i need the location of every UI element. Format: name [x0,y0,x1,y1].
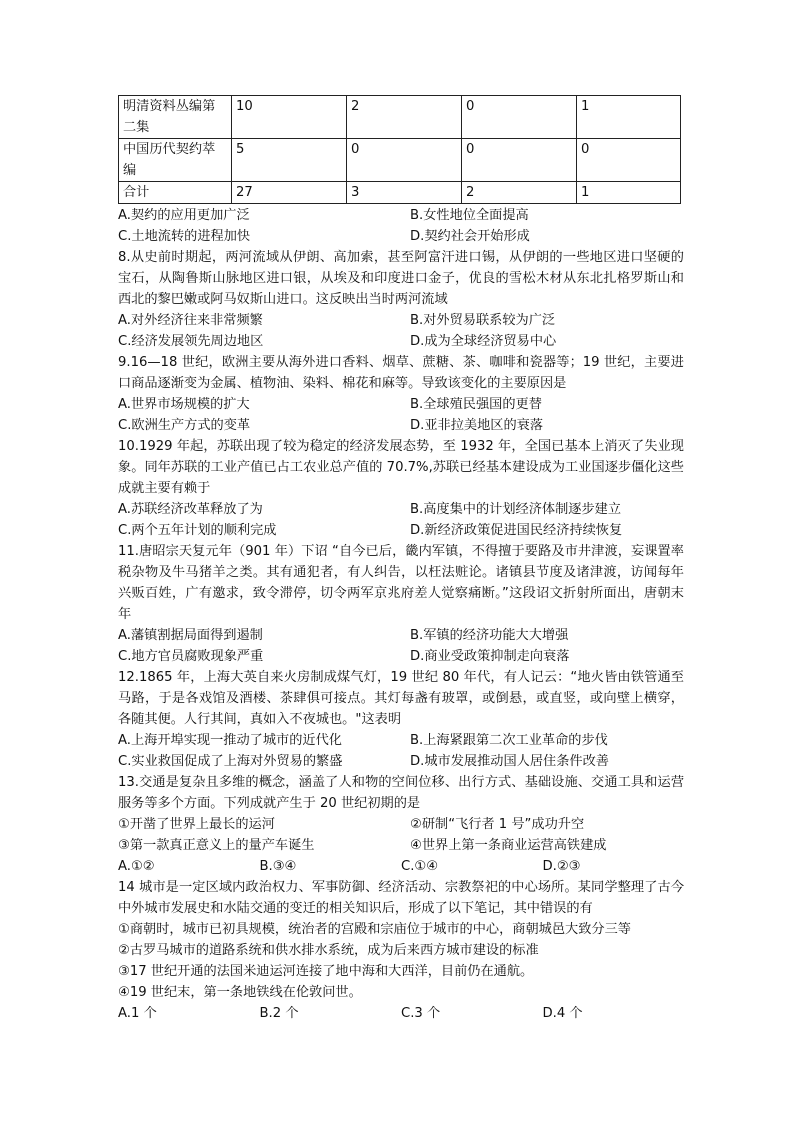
table-cell: 5 [232,139,347,182]
q7-option-b[interactable]: B.女性地位全面提高 [410,208,529,223]
table-cell: 2 [347,96,462,139]
q10-option-d[interactable]: D.新经济政策促进国民经济持续恢复 [410,523,623,538]
q8-option-a[interactable]: A.对外经济往来非常频繁 [118,313,263,328]
q11-option-a[interactable]: A.藩镇割据局面得到遏制 [118,628,263,643]
q14-option-d[interactable]: D.4 个 [542,1006,583,1021]
q7-option-c[interactable]: C.土地流转的进程加快 [118,229,251,244]
q10-option-a[interactable]: A.苏联经济改革释放了为 [118,502,263,517]
q13-items-row-2 [118,835,684,856]
q14-options-row [118,1003,684,1024]
q8-options-row-2 [118,331,684,352]
q8-option-b[interactable]: B.对外贸易联系较为广泛 [410,313,556,328]
q12-options-row-2 [118,751,684,772]
q9-option-b[interactable]: B.全球殖民强国的更替 [410,397,542,412]
q13-item-1: ①开凿了世界上最长的运河 [118,817,275,832]
q11-option-c[interactable]: C.地方官员腐败现象严重 [118,649,264,664]
q14-item-4: ④19 世纪末，第一条地铁线在伦敦问世。 [118,985,362,1000]
q12-option-a[interactable]: A.上海开埠实现一推动了城市的近代化 [118,733,342,748]
q13-item-2: ②研制“飞行者 1 号”成功升空 [410,817,585,832]
q7-options-row-2 [118,226,684,247]
q13-option-c[interactable]: C.①④ [401,859,439,874]
q14-option-c[interactable]: C.3 个 [401,1006,441,1021]
q13-option-d[interactable]: D.②③ [542,859,581,874]
q14-item-3: ③17 世纪开通的法国米迪运河连接了地中海和大西洋，目前仍在通航。 [118,964,534,979]
q13-items-row-1 [118,814,684,835]
q10-options-row-2 [118,520,684,541]
q13-item-3: ③第一款真正意义上的量产车诞生 [118,838,315,853]
table-cell: 明清资料丛编第二集 [119,96,232,139]
q10-option-c[interactable]: C.两个五年计划的顺利完成 [118,523,277,538]
table-cell: 0 [347,139,462,182]
table-row [119,182,681,204]
q7-option-d[interactable]: D.契约社会开始形成 [410,229,530,244]
table-cell: 0 [462,96,577,139]
table-row [119,96,681,139]
q13-options-row [118,856,684,877]
table-row [119,139,681,182]
q10-stem: 10.1929 年起，苏联出现了较为稳定的经济发展态势，至 1932 年，全国已基本上消灭了失业现象。同年苏联的工业产值已占工农业总产值的 70.7%,苏联已经基本建设成为工业国逐步僵化这些成就主要有赖于 [118,439,684,496]
q9-option-a[interactable]: A.世界市场规模的扩大 [118,397,250,412]
q8-option-c[interactable]: C.经济发展领先周边地区 [118,334,264,349]
q14-option-a[interactable]: A.1 个 [118,1006,157,1021]
table-cell: 10 [232,96,347,139]
q14-item-1: ①商朝时，城市已初具规模，统治者的宫殿和宗庙位于城市的中心，商朝城邑大致分三等 [118,922,631,937]
table-cell: 3 [347,182,462,204]
table-cell: 0 [577,139,681,182]
q12-option-b[interactable]: B.上海紧跟第二次工业革命的步伐 [410,733,608,748]
q14-item-2: ②古罗马城市的道路系统和供水排水系统，成为后来西方城市建设的标准 [118,943,539,958]
table-cell: 1 [577,96,681,139]
q9-options-row-2 [118,415,684,436]
q13-stem: 13.交通是复杂且多维的概念，涵盖了人和物的空间位移、出行方式、基础设施、交通工具和运营服务等多个方面。下列成就产生于 20 世纪初期的是 [118,775,684,811]
q13-option-a[interactable]: A.①② [118,859,155,874]
q11-option-b[interactable]: B.军镇的经济功能大大增强 [410,628,569,643]
q9-stem: 9.16—18 世纪，欧洲主要从海外进口香料、烟草、蔗糖、茶、咖啡和瓷器等；19 世纪，主要进口商品逐渐变为金属、植物油、染料、棉花和麻等。导致该变化的主要原因是 [118,355,684,391]
q12-option-d[interactable]: D.城市发展推动国人居住条件改善 [410,754,609,769]
exam-page [118,95,684,1024]
q11-options-row-1 [118,625,684,646]
q14-option-b[interactable]: B.2 个 [259,1006,299,1021]
q9-option-c[interactable]: C.欧洲生产方式的变革 [118,418,251,433]
q8-stem: 8.从史前时期起，两河流域从伊朗、高加索，甚至阿富汗进口锡，从伊朗的一些地区进口坚硬的宝石，从陶鲁斯山脉地区进口银，从埃及和印度进口金子，优良的雪松木材从东北扎格罗斯山和西北的黎巴嫩或阿马奴斯山进口。这反映出当时两河流域 [118,250,684,307]
q11-option-d[interactable]: D.商业受政策抑制走向衰落 [410,649,570,664]
table-cell: 2 [462,182,577,204]
q7-option-a[interactable]: A.契约的应用更加广泛 [118,208,250,223]
q10-option-b[interactable]: B.高度集中的计划经济体制逐步建立 [410,502,622,517]
q12-option-c[interactable]: C.实业救国促成了上海对外贸易的繁盛 [118,754,343,769]
q13-option-b[interactable]: B.③④ [259,859,297,874]
q14-stem: 14 城市是一定区域内政治权力、军事防御、经济活动、宗教祭祀的中心场所。某同学整理了古今中外城市发展史和水陆交通的变迁的相关知识后，形成了以下笔记，其中错误的有 [118,880,684,916]
q10-options-row-1 [118,499,684,520]
q11-stem: 11.唐昭宗天复元年（901 年）下诏 “自今已后，畿内军镇，不得擅于要路及市井津渡，妄课置率税杂物及牛马猪羊之类。其有通犯者，有人纠告，以枉法赃论。诸镇县节度及诸津渡，访闻每年兴贩百姓，广有邀求，致令滞停，切令两军京兆府差人觉察痛断。”这段诏文折射所面出，唐朝末年 [118,544,684,622]
table-cell: 0 [462,139,577,182]
q12-stem: 12.1865 年，上海大英自来火房制成煤气灯，19 世纪 80 年代，有人记云：“地火皆由铁管通至马路，于是各戏馆及酒楼、茶肆俱可接点。其灯每盏有玻罩，或倒悬，或直竖，或向壁上横穿，各随其便。人行其间，真如入不夜城也。"这表明 [118,670,684,727]
table-cell: 27 [232,182,347,204]
table-cell: 1 [577,182,681,204]
contract-table [118,95,681,204]
q8-option-d[interactable]: D.成为全球经济贸易中心 [410,334,557,349]
table-cell: 中国历代契约萃编 [119,139,232,182]
q9-options-row-1 [118,394,684,415]
q9-option-d[interactable]: D.亚非拉美地区的衰落 [410,418,544,433]
table-cell: 合计 [119,182,232,204]
q11-options-row-2 [118,646,684,667]
q7-options-row-1 [118,205,684,226]
q13-item-4: ④世界上第一条商业运营高铁建成 [410,838,607,853]
q12-options-row-1 [118,730,684,751]
q8-options-row-1 [118,310,684,331]
